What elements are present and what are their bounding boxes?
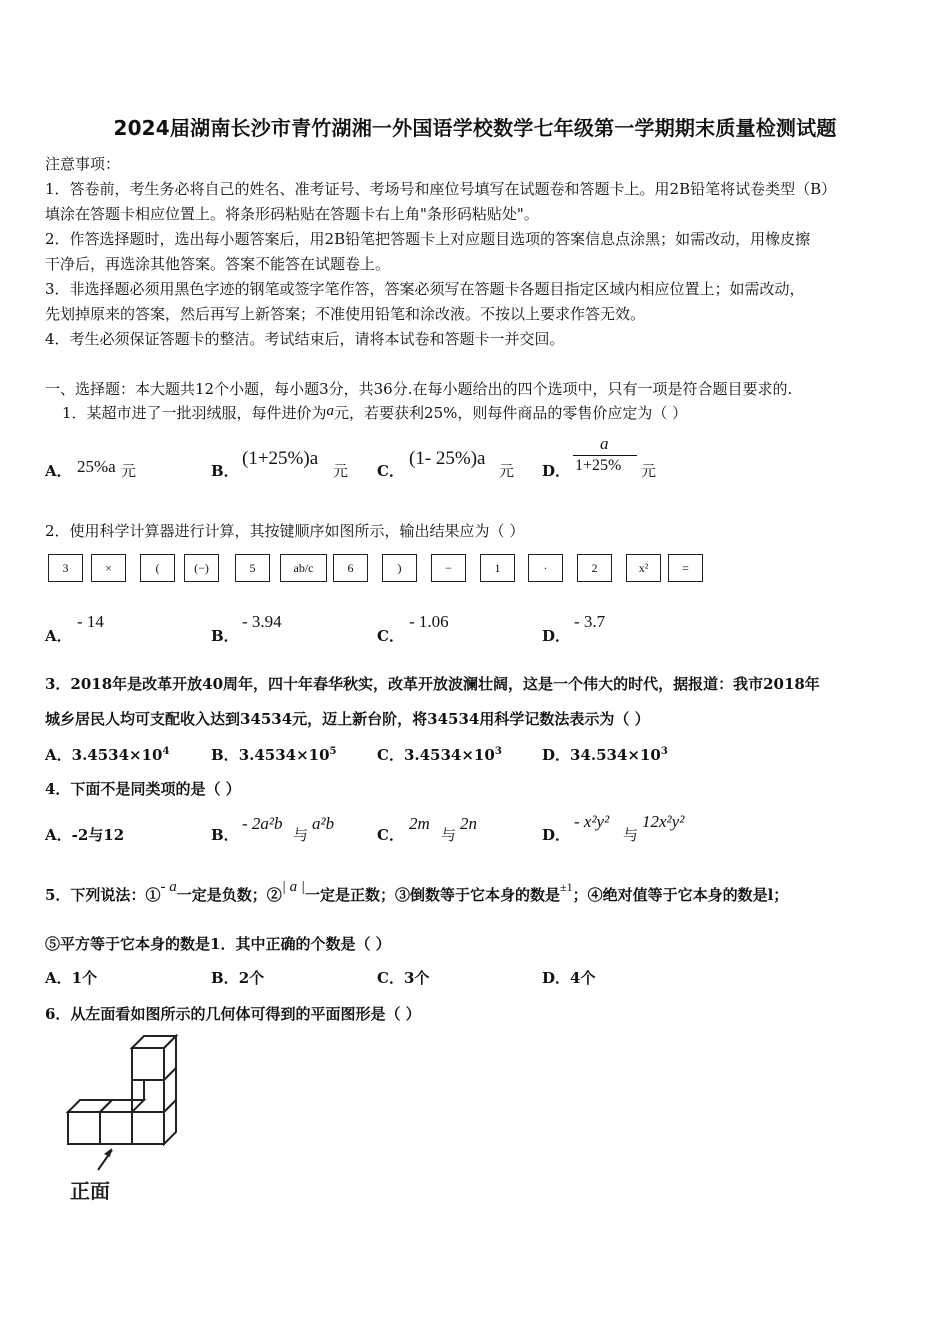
notice-line: 3．非选择题必须用黑色字迹的钢笔或签字笔作答，答案必须写在答题卡各题目指定区域内相应位置上；如需改动， [45,280,805,298]
q1-option-c-unit: 元 [499,462,515,480]
cube-stack-figure [40,1030,200,1210]
question-5-stem: 5．下列说法：①- a一定是负数；②| a |一定是正数；③倒数等于它本身的数是$^{\pm 1}$；④绝对值等于它本身的数是l； [45,879,789,904]
cube-face [132,1112,164,1144]
fraction-bar [573,455,637,456]
q4-option-c-connector: 与 [441,826,457,844]
q1-option-b-expr: (1+25%)a [242,448,319,469]
q4-option-b-left: - 2a²b [242,814,283,833]
calculator-key: 6 [333,554,368,582]
q1-option-a-label: A． [45,462,72,480]
q4-option-b-connector: 与 [293,826,309,844]
notice-line: 先划掉原来的答案，然后再写上新答案；不准使用铅笔和涂改液。不按以上要求作答无效。 [45,305,646,323]
q1-option-c-expr: (1- 25%)a [409,448,486,469]
cube-side-face [164,1036,176,1144]
notice-line: 2．作答选择题时，选出每小题答案后，用2B铅笔把答题卡上对应题目选项的答案信息点涂黑；如需改动，用橡皮擦 [45,230,811,248]
calculator-key: × [91,554,126,582]
calculator-key: 3 [48,554,83,582]
question-2-stem: 2．使用科学计算器进行计算，其按键顺序如图所示，输出结果应为（ ） [45,522,525,540]
calculator-key: ( [140,554,175,582]
calculator-key: (−) [184,554,219,582]
q1-option-d-numerator: a [600,434,609,453]
question-4-stem: 4．下面不是同类项的是（ ） [45,780,241,798]
q1-option-b-label: B． [211,462,239,480]
question-6-stem: 6．从左面看如图所示的几何体可得到的平面图形是（ ） [45,1005,421,1023]
cube-face [68,1112,100,1144]
q2-option-d-label: D． [542,627,571,645]
q1-option-c-label: C． [377,462,404,480]
q4-option-d-connector: 与 [623,826,639,844]
q5-option-d: D．4个 [542,969,596,987]
q1-option-a-expr: 25%a [77,457,116,476]
question-3-stem-cont: 城乡居民人均可支配收入达到34534元，迈上新台阶，将34534用科学记数法表示为（ ） [45,710,650,728]
q1-option-d-label: D． [542,462,571,480]
q1-option-a-unit: 元 [121,462,137,480]
calculator-key: x² [626,554,661,582]
q4-option-c-left: 2m [409,814,430,833]
q2-option-b-label: B． [211,627,239,645]
q4-option-d-right: 12x²y² [642,812,685,831]
q4-option-c-right: 2n [460,814,477,833]
question-1-stem: 1．某超市进了一批羽绒服，每件进价为a元，若要获利25%，则每件商品的零售价应定为（ ） [62,403,688,422]
section-heading: 一、选择题：本大题共12个小题，每小题3分，共36分.在每小题给出的四个选项中，只有一项是符合题目要求的. [45,380,793,398]
q5-option-c: C．3个 [377,969,430,987]
calculator-key: 1 [480,554,515,582]
cube-face [132,1048,164,1080]
q4-option-d-left: - x²y² [574,812,610,831]
question-3-stem: 3．2018年是改革开放40周年，四十年春华秋实，改革开放波澜壮阔，这是一个伟大的时代，据报道：我市2018年 [45,675,820,693]
q4-option-b-label: B． [211,826,239,844]
calculator-key: = [668,554,703,582]
q4-option-d-label: D． [542,826,571,844]
q2-option-c-label: C． [377,627,404,645]
q2-option-a-label: A． [45,627,72,645]
calculator-key: − [431,554,466,582]
q3-option-b: B．$3.4534\times 10^5$ [211,746,337,764]
q2-option-a-value: - 14 [77,612,104,631]
question-5-stem-cont: ⑤平方等于它本身的数是1．其中正确的个数是（ ） [45,935,391,953]
q2-option-c-value: - 1.06 [409,612,449,631]
calculator-key: · [528,554,563,582]
q5-option-b: B．2个 [211,969,265,987]
q1-option-b-unit: 元 [333,462,349,480]
q1-option-d-unit: 元 [641,462,657,480]
calculator-key: 2 [577,554,612,582]
q5-option-a: A．1个 [45,969,98,987]
q1-option-d-denominator: 1+25% [575,457,622,474]
page-title: 2024届湖南长沙市青竹湖湘一外国语学校数学七年级第一学期期末质量检测试题 [113,116,837,140]
calculator-key: 5 [235,554,270,582]
notice-line: 4．考生必须保证答题卡的整洁。考试结束后，请将本试卷和答题卡一并交回。 [45,330,565,348]
q3-option-d: D．$34.534\times 10^3$ [542,746,668,764]
notice-line: 填涂在答题卡相应位置上。将条形码粘贴在答题卡右上角"条形码粘贴处"。 [45,205,539,223]
cube-face [100,1112,132,1144]
notice-line: 干净后，再选涂其他答案。答案不能答在试题卷上。 [45,255,391,273]
calculator-key: ab/c [280,554,327,582]
q2-option-d-value: - 3.7 [574,612,606,631]
cube-top-face [100,1100,144,1112]
q4-option-b-right: a²b [312,814,335,833]
q4-option-c-label: C． [377,826,404,844]
q2-option-b-value: - 3.94 [242,612,282,631]
notice-heading: 注意事项： [45,155,121,173]
front-view-label: 正面 [70,1179,110,1203]
q3-option-a: A．$3.4534\times 10^4$ [45,746,170,764]
calculator-key: ) [382,554,417,582]
arrow-head [104,1148,112,1157]
q3-option-c: C．$3.4534\times 10^3$ [377,746,502,764]
q4-option-a: A．-2与12 [45,826,125,844]
notice-line: 1．答卷前，考生务必将自己的姓名、准考证号、考场号和座位号填写在试题卷和答题卡上。用2B铅笔将试卷类型（B） [45,180,837,198]
